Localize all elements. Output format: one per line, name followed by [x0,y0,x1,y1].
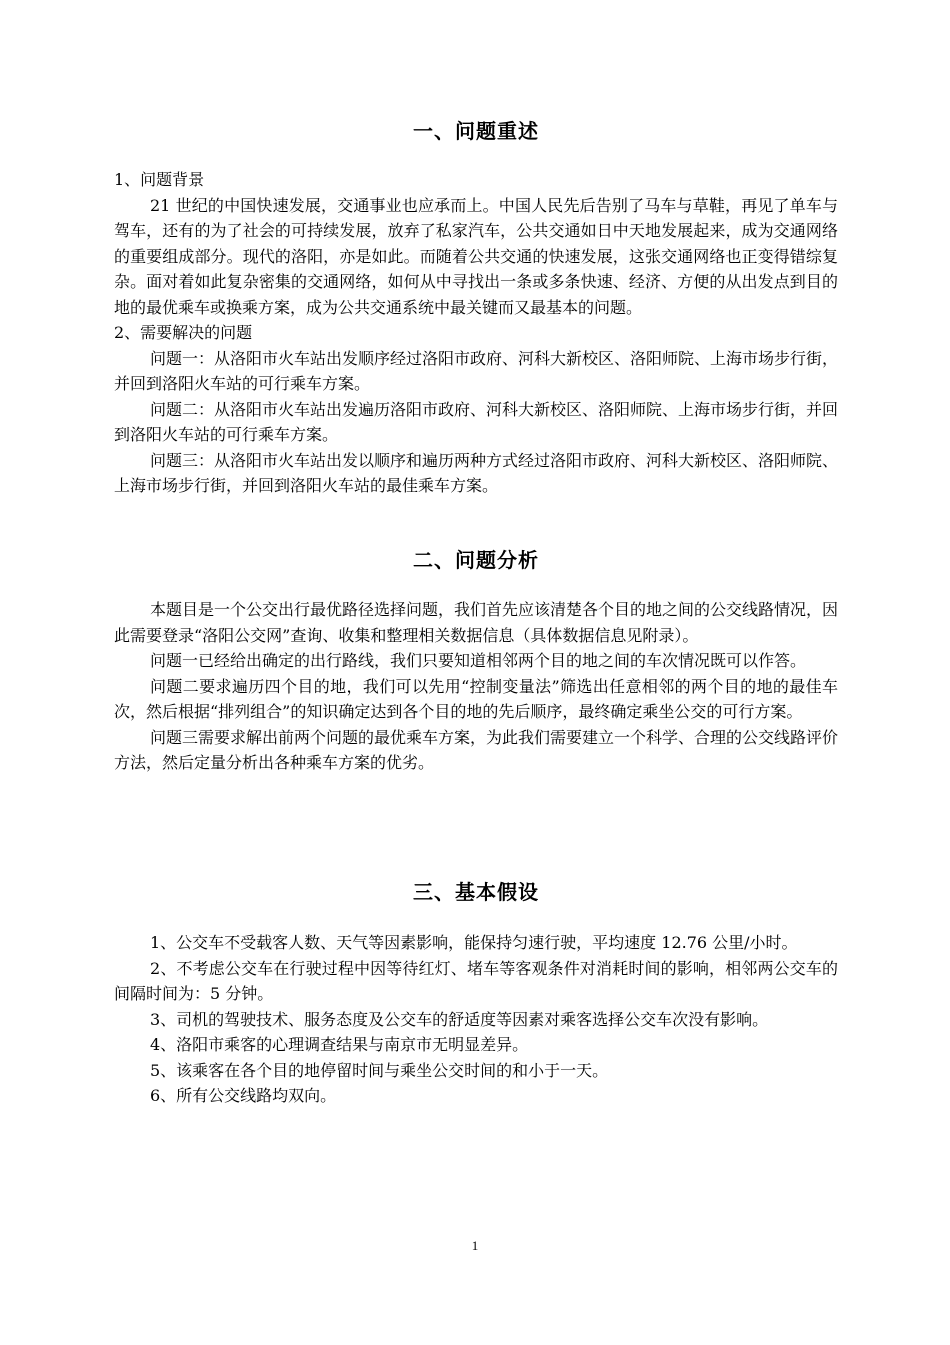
assumption-item: 3、司机的驾驶技术、服务态度及公交车的舒适度等因素对乘客选择公交车次没有影响。 [150,1009,769,1029]
analysis-paragraph-1: 本题目是一个公交出行最优路径选择问题，我们首先应该清楚各个目的地之间的公交线路情况，因此需要登录“洛阳公交网”查询、收集和整理相关数据信息（具体数据信息见附录）。 [114,600,839,645]
analysis-paragraph-2: 问题一已经给出确定的出行路线，我们只要知道相邻两个目的地之间的车次情况既可以作答。 [150,651,807,670]
analysis-paragraph-4: 问题三需要求解出前两个问题的最优乘车方案，为此我们需要建立一个科学、合理的公交线路评价方法，然后定量分析出各种乘车方案的优劣。 [114,727,839,772]
problem-2-paragraph: 问题二：从洛阳市火车站出发遍历洛阳市政府、河科大新校区、洛阳师院、上海市场步行街，并回到洛阳火车站的可行乘车方案。 [114,399,839,444]
section-title-restatement: 一、问题重述 [413,119,539,143]
assumption-item: 1、公交车不受载客人数、天气等因素影响，能保持匀速行驶，平均速度 12.76 公里/小时。 [150,933,798,952]
problem-1-paragraph: 问题一：从洛阳市火车站出发顺序经过洛阳市政府、河科大新校区、洛阳师院、上海市场步行街，并回到洛阳火车站的可行乘车方案。 [114,348,839,393]
assumption-item: 5、该乘客在各个目的地停留时间与乘坐公交时间的和小于一天。 [150,1060,609,1080]
problem-3-paragraph: 问题三：从洛阳市火车站出发以顺序和遍历两种方式经过洛阳市政府、河科大新校区、洛阳师院、上海市场步行街，并回到洛阳火车站的最佳乘车方案。 [114,450,839,495]
section-title-assumptions: 三、基本假设 [413,880,539,904]
section-assumptions-body [114,930,838,1109]
page-number: 1 [471,1238,479,1253]
section-analysis-body [114,597,838,776]
assumption-item: 6、所有公交线路均双向。 [150,1086,337,1105]
problems-label: 2、需要解决的问题 [114,323,253,342]
analysis-paragraph-3: 问题二要求遍历四个目的地，我们可以先用“控制变量法”筛选出任意相邻的两个目的地的最佳车次，然后根据“排列组合”的知识确定达到各个目的地的先后顺序，最终确定乘坐公交的可行方案。 [114,676,838,721]
assumption-item: 2、不考虑公交车在行驶过程中因等待红灯、堵车等客观条件对消耗时间的影响，相邻两公交车的间隔时间为：5 分钟。 [114,958,838,1003]
section-title-analysis: 二、问题分析 [413,548,539,572]
background-paragraph: 21 世纪的中国快速发展，交通事业也应承而上。中国人民先后告别了马车与草鞋，再见了单车与驾车，还有的为了社会的可持续发展，放弃了私家汽车，公共交通如日中天地发展起来，成为交通网络的重要组成部分。现代的洛阳，亦是如此。而随着公共交通的快速发展，这张交通网络也正变得错综复杂。面对着如此复杂密集的交通网络，如何从中寻找出一条或多条快速、经济、方便的从出发点到目的地的最优乘车或换乘方案，成为公共交通系统中最关键而又最基本的问题。 [114,195,838,317]
section-restatement-body [114,167,838,499]
assumption-item: 4、洛阳市乘客的心理调查结果与南京市无明显差异。 [150,1035,529,1054]
background-label: 1、问题背景 [114,170,205,189]
